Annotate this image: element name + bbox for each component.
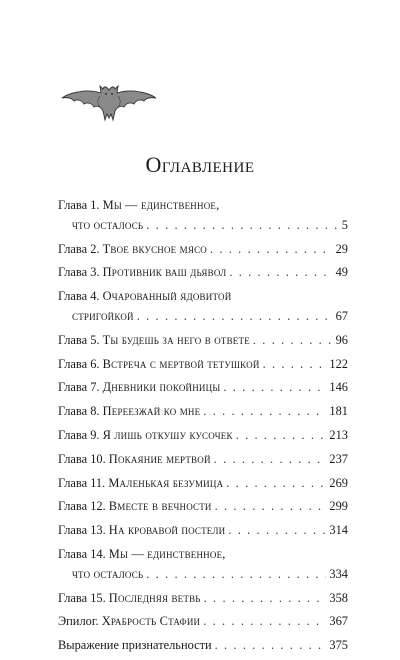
toc-entry-label: Глава 3.: [58, 265, 100, 280]
toc-entry-page: 269: [329, 475, 348, 490]
toc-entry[interactable]: [58, 196, 348, 236]
toc-entry-page: 29: [335, 241, 348, 256]
dot-leader: [215, 636, 327, 656]
toc-entry-title: Переезжай ко мне: [102, 404, 201, 419]
toc-entry-title-cont: что осталось: [72, 566, 144, 581]
toc-entry-page: 67: [335, 308, 348, 323]
toc-entry-title-cont: стригойкой: [72, 308, 134, 323]
dot-leader: [226, 474, 326, 494]
dot-leader: [263, 355, 327, 375]
toc-entry-title: Ты будешь за него в ответе: [102, 332, 250, 347]
dot-leader: [223, 378, 326, 398]
toc-entry-label: Глава 5.: [58, 332, 100, 347]
toc-entry-label: Глава 9.: [58, 427, 100, 442]
dot-leader: [204, 589, 327, 609]
dot-leader: [146, 565, 326, 585]
toc-entry-page: 96: [335, 332, 348, 347]
dot-leader: [253, 331, 333, 351]
dot-leader: [214, 450, 327, 470]
toc-entry-title: Мы — единственное,: [102, 198, 220, 212]
toc-entry-title: Очарованный ядовитой: [102, 289, 232, 304]
toc-entry-page: 375: [329, 638, 348, 653]
dot-leader: [146, 216, 339, 236]
dot-leader: [215, 497, 327, 517]
dot-leader: [210, 240, 333, 260]
toc-entry[interactable]: [58, 426, 348, 446]
toc-entry-page: 358: [329, 590, 348, 605]
toc-entry-title: Мы — единственное,: [108, 546, 226, 561]
bat-icon: [60, 74, 158, 134]
toc-entry[interactable]: [58, 450, 348, 470]
toc-entry-page: 314: [329, 523, 348, 538]
toc-entry-title-cont: что осталось: [72, 217, 144, 232]
toc-entry-title: Дневники покойницы: [102, 380, 221, 395]
toc-entry-title: Твое вкусное мясо: [102, 241, 207, 256]
toc-entry[interactable]: [58, 402, 348, 422]
toc-entry-label: Глава 14.: [58, 546, 106, 561]
toc-entry-label: Глава 15.: [58, 590, 106, 605]
toc-entry[interactable]: [58, 521, 348, 541]
toc-entry[interactable]: [58, 497, 348, 517]
dot-leader: [236, 426, 327, 446]
dot-leader: [228, 521, 326, 541]
toc-entry-title: Покаяние мертвой: [108, 451, 211, 466]
toc-entry-title: Маленькая безумица: [108, 475, 224, 490]
toc-entry-page: 5: [341, 217, 348, 232]
toc-entry[interactable]: [58, 612, 348, 632]
toc-entry-label: Глава 13.: [58, 523, 106, 538]
toc-entry-label: Глава 4.: [58, 289, 100, 304]
toc-entry-label: Глава 7.: [58, 380, 100, 395]
toc-entry-label: Эпилог.: [58, 614, 99, 629]
dot-leader: [137, 307, 333, 327]
toc-entry-label: Глава 12.: [58, 499, 106, 514]
toc-entry-label: Глава 10.: [58, 451, 106, 466]
toc-entry-title: Храбрость Стафии: [101, 614, 201, 629]
page-title: Оглавление: [145, 152, 255, 177]
toc-entry-title: Противник ваш дьявол: [102, 265, 227, 280]
toc-entry-title: Встреча с мертвой тетушкой: [102, 356, 260, 371]
table-of-contents: [58, 196, 348, 660]
toc-entry-label: Глава 2.: [58, 241, 100, 256]
toc-entry[interactable]: [58, 378, 348, 398]
dot-leader: [229, 263, 332, 283]
dot-leader: [203, 612, 326, 632]
toc-entry[interactable]: [58, 287, 348, 327]
toc-entry[interactable]: [58, 636, 348, 656]
toc-entry-label: Выражение признательности: [58, 638, 212, 653]
toc-entry[interactable]: [58, 474, 348, 494]
toc-entry[interactable]: [58, 331, 348, 351]
toc-entry-label: Глава 6.: [58, 356, 100, 371]
toc-entry-page: 122: [329, 356, 348, 371]
toc-entry[interactable]: [58, 263, 348, 283]
toc-entry-page: 146: [329, 380, 348, 395]
toc-entry-page: 299: [329, 499, 348, 514]
toc-entry-title: Последняя ветвь: [108, 590, 201, 605]
toc-entry[interactable]: [58, 355, 348, 375]
toc-entry-page: 49: [335, 265, 348, 280]
toc-entry-title: Вместе в вечности: [108, 499, 212, 514]
toc-entry-page: 213: [329, 427, 348, 442]
toc-entry[interactable]: [58, 240, 348, 260]
toc-entry-title: Я лишь откушу кусочек: [102, 427, 233, 442]
toc-entry-page: 367: [329, 614, 348, 629]
toc-entry[interactable]: [58, 589, 348, 609]
toc-entry-page: 181: [329, 404, 348, 419]
toc-entry-label: Глава 8.: [58, 404, 100, 419]
toc-entry-page: 334: [329, 566, 348, 581]
toc-entry-label: Глава 11.: [58, 475, 106, 490]
toc-entry-page: 237: [329, 451, 348, 466]
toc-entry-label: Глава 1.: [58, 198, 100, 212]
dot-leader: [203, 402, 326, 422]
toc-entry-title: На кровавой постели: [108, 523, 226, 538]
toc-entry[interactable]: [58, 545, 348, 585]
